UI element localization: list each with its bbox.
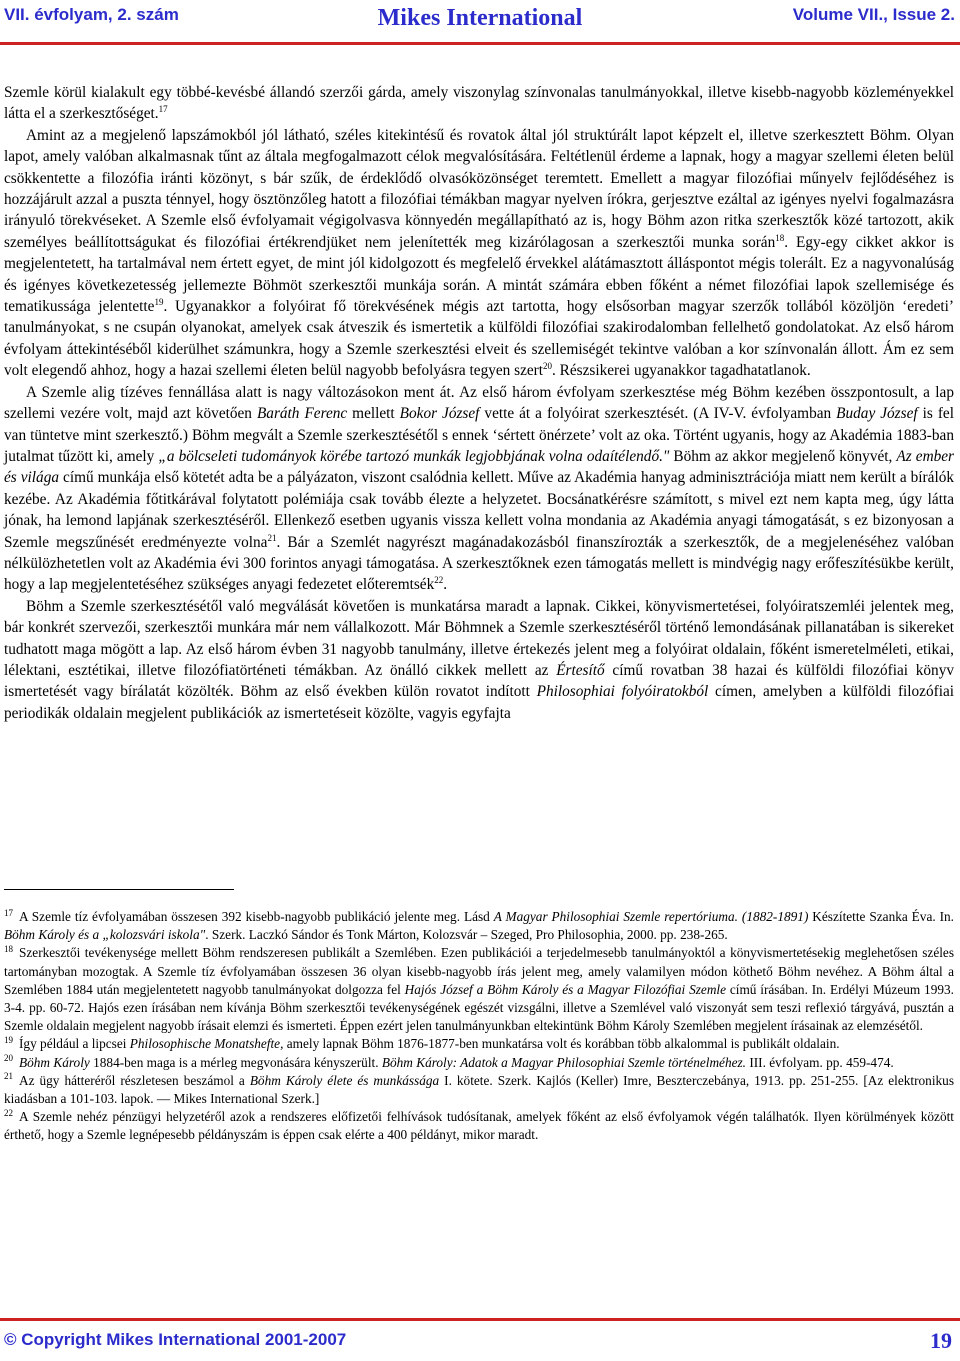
text-span: . [443,576,448,594]
italic-title: Hajós József a Böhm Károly és a Magyar Filozófiai Szemle [404,981,727,997]
header-publication-title: Mikes International [377,5,583,31]
text-span: A Szemle nehéz pénzügyi helyzetéről azok a rendszeres előfizetői felhívások tudósítanak, amelyek főként az első évfolyamok végén találhatók. Ilyen körülmények között érthető, hogy a Szemle legnépesebb példányszám is éppen csak elérte a 400 példányt, mikor maradt. [4,1109,954,1143]
italic-title: Böhm Károly élete és munkássága [249,1072,440,1088]
text-span: Szerkesztői tevékenysége mellett Böhm rendszeresen publikált a Szemlében. Ezen publikációi a terjedelmesebb tanulmányoktól a könyvismertetésekig meglehetősen széles tartományban mozogtak. A Szemle tíz évfolyamában összesen 36 olyan kisebb-nagyobb írás jelent meg, amely valamilyen módon köthető Böhm nevéhez. A Böhm által a Szemlében 1884 után megjelentetett nagyobb tanulmányokat dolgozza fel [4,945,954,997]
italic-quote: „a bölcseleti tudományok körébe tartozó munkák legjobbjának volna odaítélendő." [158,447,670,465]
italic-title: A Magyar Philosophiai Szemle repertóriuma. (1882-1891) [493,909,809,924]
text-span: A Szemle alig tízéves fennállása alatt is nagy változásokon ment át. Az első három évfolyam szerkesztése még Böhm kezében összpontosult, a lap szellemi vezére volt, majd azt követően [4,383,954,423]
footnote-18 [4,944,954,1035]
text-span: Böhm az akkor megjelenő könyvét, [669,447,897,465]
footnote-ref-19[interactable]: 19 [154,296,164,307]
italic-title: Philosophische Monatshefte [129,1036,281,1052]
paragraph-1 [4,82,954,125]
copyright-notice: © Copyright Mikes International 2001-2007 [4,1330,347,1349]
italic-title: Böhm Károly és a „kolozsvári iskola" [4,927,206,943]
footnote-number: 17 [4,907,13,918]
footnote-ref-18[interactable]: 18 [775,232,785,243]
footnote-ref-22[interactable]: 22 [434,575,444,586]
text-span: címen, amelyben a külföldi filozófiai periodikák oldalain megjelent publikációk az ismertetéseit közölte, vagyis egyfajta [4,683,955,722]
paragraph-4 [4,596,954,724]
footnote-number: 18 [4,943,13,954]
text-span: című munkája első kötetét adta be a pályázaton, viszont csalódnia kellett. Műve az Akadémia hanyag adminisztrációja miatt nem került a bírálók kezébe. Az Akadémia főtitkárával folytatott polémiája csak tovább élezte a helyzetet. Bocsánatkérésre számított, s mivel ezt nem kapta meg, úgy látta jónak, ha lemond lapjának szerkesztéséről. Ellenkező esetben ugyanis vissza kellett volna mondania az Akadémia anyagi támogatását, s ez bizonyosan a Szemle megszűnését eredményezte volna [4,469,954,551]
text-span: . Szerk. Laczkó Sándor és Tonk Márton, Kolozsvár – Szeged, Pro Philosophia, 2000. pp. 238-265. [205,927,728,943]
main-text [4,82,954,724]
text-span: Amint az a megjelenő lapszámokból jól látható, széles kitekintésű és rovatok által jól struktúrált lapot képzelt el, illetve szerkesztett Böhm. Olyan lapot, amely valóban alkalmasnak tűnt az általa megfogalmazott célok megvalósítására. Feltétlenül érdeme a lapnak, hogy a magyar szellemi életen belül csökkentette a filozófia iránti közönyt, s bár szűk, de érdeklődő olvasóközönséget teremtett. Emellett a magyar filozófiai műnyelv fejlődéséhez is hozzájárult azzal a puszta ténnyel, hogy ösztönzőleg hatott a filozófiai témákban magyar nyelven írókra, gerjesztve ezáltal az igényes nyelvi fogalmazásra irányuló törekvéseket. A Szemle első évfolyamait végigolvasva könnyedén megállapítható az is, hogy Böhm azon ritka szerkesztők közé tartozott, akik személyes beállítottságukat és filozófiai értékrendjüket nem jelenítették meg kizárólagosan a szerkesztői munka során [4,126,954,251]
italic-title: Az ember és világa [4,447,955,487]
italic-title: Értesítő [556,661,605,679]
header-volume-en: Volume VII., Issue 2. [792,5,955,24]
text-span: is fel van tüntetve mint szerkesztő.) Böhm megvált a Szemle szerkesztésétől s ennek ‘sértett önérzete’ volt az oka. Történt ugyanis, hogy az Akadémia 1883-ban jutalmat tűzött ki, amely [4,405,954,465]
footnote-divider [4,889,234,890]
footnote-17 [4,908,954,944]
footer-divider [0,1318,960,1321]
italic-title: Böhm Károly: Adatok a Magyar Philosophiai Szemle történelméhez. [381,1054,746,1070]
footnote-number: 19 [4,1035,13,1045]
footnote-number: 20 [4,1053,13,1064]
footnote-21 [4,1072,954,1108]
page-header [0,0,960,42]
text-span: . Egy-egy cikket akkor is megjelentetett, ha tartalmával nem értett egyet, de mint jól kidolgozott és megfelelő érvekkel alátámasztott álláspontot mégis tolerált. Ez a nagyvonalúság és igényes következetesség jellemezte Böhmöt szerkesztői munkája során. A mintát számára ebben főként a német filozófiai lapok szellemisége és tematikussága jelentette [4,233,954,316]
footnote-ref-21[interactable]: 21 [267,532,277,543]
text-span: Így például a lipcsei [19,1036,130,1052]
text-span: Az ügy hátteréről részletesen beszámol a [19,1072,250,1088]
footnote-22 [4,1108,954,1144]
text-span: 1884-ben maga is a mérleg megvonására kényszerült. [89,1054,382,1070]
text-span: . Ugyanakkor a folyóirat fő törekvésének mégis azt tartotta, hogy elsősorban magyar szerzők tollából közöljön ‘eredeti’ tanulmányokat, s ne csupán olyanokat, amelyek csak átveszik és ismertetik a külföldi filozófiai szakirodalomban fellelhető gondolatokat. Az első három évfolyam áttekintéséből kiderülhet számunkra, hogy a Szemle szerkesztési elveit és szellemiségét tekintve valóban a kor színvonalán állott. Ám ez sem volt elegendő ahhoz, hogy a hazai szellemi életen belül nagyobb befolyásra tegyen szert [4,298,954,380]
text-span: című rovatban 38 hazai és külföldi filozófiai könyv ismertetését vagy bírálatát közölték. Böhm az első években külön rovatot indított [4,661,954,701]
italic-title: Philosophiai folyóiratokból [536,683,709,701]
header-volume-hu: VII. évfolyam, 2. szám [4,5,179,24]
italic-name: Bokor József [399,405,480,423]
footnote-number: 21 [4,1071,13,1082]
footnotes [4,908,954,1145]
header-divider [0,42,960,45]
footnote-number: 22 [4,1107,13,1118]
text-span: Készítette Szanka Éva. In. [808,909,954,924]
footnote-ref-20[interactable]: 20 [543,361,553,372]
footnote-ref-17[interactable]: 17 [158,104,168,115]
text-span: . Részsikerei ugyanakkor tagadhatatlanok. [552,362,811,380]
paragraph-3 [4,382,954,596]
page-number: 19 [930,1328,952,1353]
text-span: Böhm a Szemle szerkesztésétől való megválását követően is munkatársa maradt a lapnak. Cikkei, könyvismertetései, folyóiratszemléi jelentek meg, bár konkrét szervezői, szerkesztői munkára már nem vállalkozott. Már Böhmnek a Szemle szerkesztéséről történő lemondásának pillanatában is sikereket tudhatott maga mögött a lap. Az első három évben 31 nagyobb tanulmány, illetve értekezés jelent meg a folyóirat oldalain, főként ismeretelméleti, etikai, lélektani, esztétikai, illetve filozófiatörténeti témákban. Az önálló cikkek mellett az [4,597,954,679]
footnote-20 [4,1054,954,1072]
text-span: Szemle körül kialakult egy többé-kevésbé állandó szerzői gárda, amely viszonylag színvonalas tanulmányokkal, illetve kisebb-nagyobb közleményekkel látta el a szerkesztőséget. [4,84,954,123]
text-span: mellett [347,405,400,423]
text-span: vette át a folyóirat szerkesztését. (A IV-V. évfolyamban [479,405,837,423]
text-span: , amely lapnak Böhm 1876-1877-ben munkatársa volt és korábban több alkalommal is publikált oldalain. [280,1036,840,1052]
italic-name: Baráth Ferenc [256,405,348,423]
text-span: című írásában. In. Erdélyi Múzeum 1993. 3-4. pp. 60-72. Hajós ezen írásában nem kívánja Böhm szerkesztői tevékenységének egészét vizsgálni, illetve a Szemlével való viszonyát sem teszi reflexió tárgyává, pusztán a Szemle oldalain megjelent nagyobb írásait elemzi és ismerteti. Éppen ezért jelen tanulmányunkban eltekintünk Böhm Károly Szemlében megjelent írásainak az elemzésétől. [4,981,954,1034]
text-span: III. évfolyam. pp. 459-474. [746,1054,894,1070]
paragraph-2 [4,125,954,382]
text-span: I. kötete. Szerk. Kajlós (Keller) Imre, Beszterczebánya, 1913. pp. 251-255. [Az elektronikus kiadásban a 101-103. lapok. — Mikes International Szerk.] [4,1072,954,1107]
text-span: . Bár a Szemlét nagyrészt magánadakozásból finanszírozták a szerkesztők, de a megjelenéséhez valóban nélkülözhetetlen volt az Akadémia évi 300 forintos anyagi támogatása. A szerkesztőknek ezen támogatás mellett is mindvégig nagy erőfeszítésükbe került, hogy a lap megjelentetéséhez szükséges anyagi fedezetet előteremtsék [4,533,954,594]
text-span: A Szemle tíz évfolyamában összesen 392 kisebb-nagyobb publikáció jelente meg. Lásd [19,909,494,924]
italic-name: Buday József [836,405,918,423]
footnote-19 [4,1035,954,1053]
italic-name: Böhm Károly [19,1054,90,1070]
